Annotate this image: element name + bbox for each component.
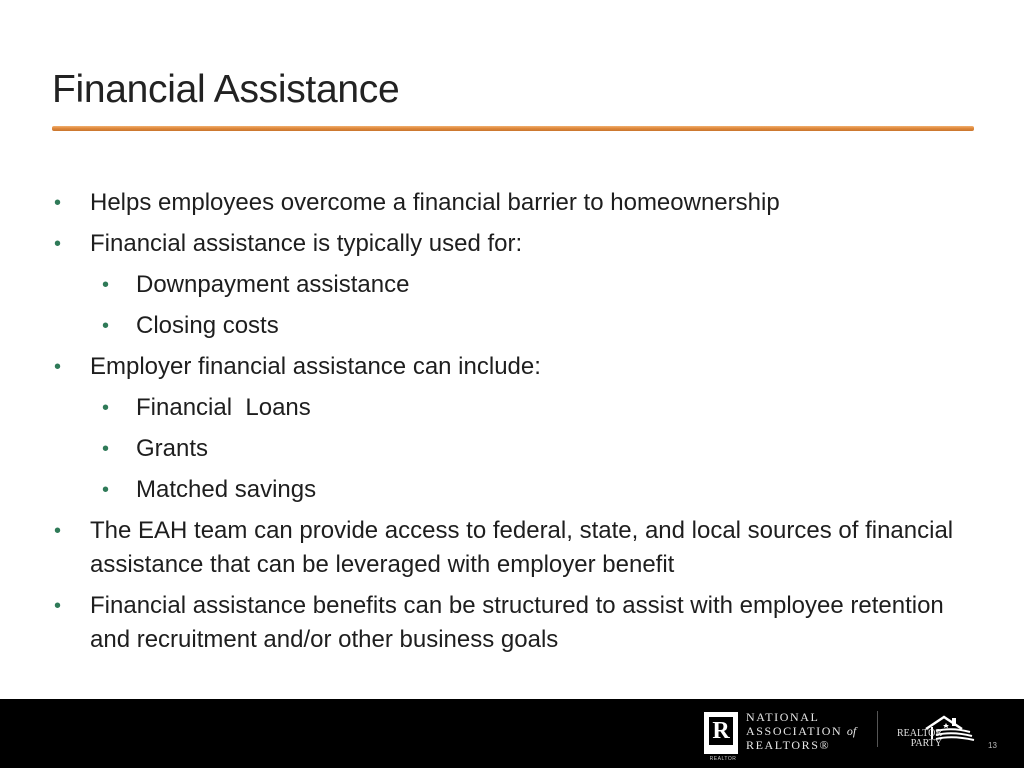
bullet-dot-icon: •	[102, 479, 110, 501]
bullet-dot-icon: •	[54, 356, 62, 378]
nar-wordmark: NATIONAL ASSOCIATION of REALTORS®	[746, 710, 857, 752]
bullet-item: • Financial assistance is typically used for:	[52, 227, 982, 261]
sub-bullet-item: • Matched savings	[52, 473, 982, 507]
bullet-dot-icon: •	[54, 520, 62, 542]
sub-bullet-item: • Grants	[52, 432, 982, 466]
bullet-dot-icon: •	[102, 397, 110, 419]
footer-bar	[0, 699, 1024, 768]
bullet-dot-icon: •	[102, 315, 110, 337]
bullet-list	[52, 186, 982, 664]
bullet-dot-icon: •	[102, 274, 110, 296]
sub-bullet-item: • Closing costs	[52, 309, 982, 343]
bullet-dot-icon: •	[54, 595, 62, 617]
bullet-item: • The EAH team can provide access to federal, state, and local sources of financial assistance that can be leveraged with employer benefit	[52, 514, 982, 582]
bullet-dot-icon: •	[54, 233, 62, 255]
bullet-item: • Financial assistance benefits can be structured to assist with employee retention and recruitment and/or other business goals	[52, 589, 982, 657]
footer-divider	[877, 711, 878, 747]
sub-bullet-item: • Downpayment assistance	[52, 268, 982, 302]
sub-bullet-item: • Financial Loans	[52, 391, 982, 425]
bullet-item: • Helps employees overcome a financial barrier to homeownership	[52, 186, 982, 220]
page-number: 13	[988, 741, 997, 750]
title-underline	[52, 126, 974, 131]
bullet-dot-icon: •	[54, 192, 62, 214]
bullet-item: • Employer financial assistance can include:	[52, 350, 982, 384]
bullet-dot-icon: •	[102, 438, 110, 460]
realtor-r-logo-icon: R REALTOR	[704, 712, 738, 754]
slide-title: Financial Assistance	[52, 68, 400, 111]
realtor-party-wordmark: REALTOR PARTY	[897, 728, 943, 749]
